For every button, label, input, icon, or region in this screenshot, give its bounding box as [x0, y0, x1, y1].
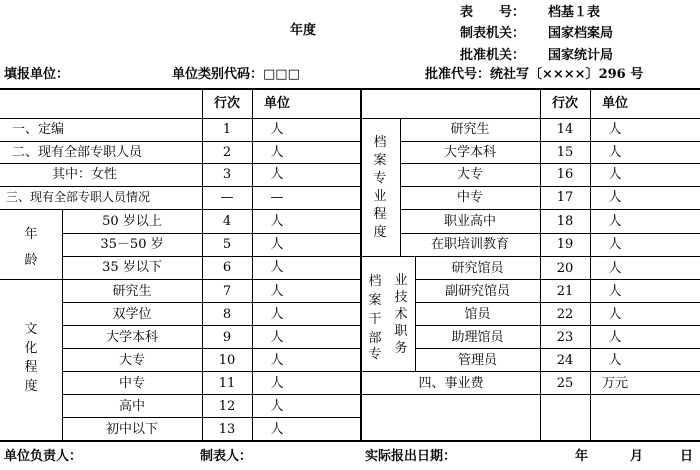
row-number: 16	[556, 167, 574, 182]
row-number: 20	[556, 261, 574, 276]
row-unit: 人	[270, 399, 284, 414]
row-number: 12	[218, 399, 236, 414]
reporting-unit-label: 填报单位：	[4, 67, 70, 82]
row-unit: 人	[270, 422, 284, 437]
expense-label: 四、事业费	[418, 376, 484, 391]
issuer-value: 国家档案局	[548, 26, 614, 41]
row-unit: 人	[270, 214, 284, 229]
issuer-label: 制表机关：	[460, 26, 526, 41]
row-number: 7	[222, 284, 232, 299]
col-header-unit: 单位	[601, 96, 628, 111]
row-line	[415, 348, 700, 349]
footer-date-label: 实际报出日期：	[365, 449, 457, 464]
row-unit: 人	[608, 307, 622, 322]
row-line	[360, 394, 700, 395]
row-label: 其中：女性	[52, 167, 118, 182]
row-line	[0, 118, 360, 119]
row-number: 5	[222, 237, 232, 252]
row-line	[62, 302, 360, 303]
row-label: 管理员	[457, 353, 497, 368]
row-unit: 人	[608, 261, 622, 276]
row-unit: 人	[270, 284, 284, 299]
row-number: 6	[222, 260, 232, 275]
row-line	[400, 186, 700, 187]
footer-month: 月	[630, 449, 644, 464]
row-unit: 人	[608, 330, 622, 345]
row-line	[360, 118, 700, 119]
row-label: 大专	[118, 353, 145, 368]
edu-group-label: 文化程度	[24, 322, 38, 394]
row-label: 在职培训教育	[430, 237, 509, 252]
title-group-label-a: 档案干部	[368, 274, 382, 346]
row-number: 10	[218, 353, 236, 368]
title-group-label-b: 专	[368, 347, 382, 362]
row-label: 大专	[456, 167, 483, 182]
row-line	[62, 394, 360, 395]
row-unit: —	[270, 190, 284, 205]
row-number: 13	[218, 422, 236, 437]
row-label: 初中以下	[105, 422, 158, 437]
row-label: 职业高中	[443, 214, 496, 229]
archive-edu-group-label: 档案专业程度	[373, 135, 387, 240]
expense-unit: 万元	[601, 376, 628, 391]
col-header-unit: 单位	[263, 96, 290, 111]
footer-head-label: 单位负责人：	[4, 449, 83, 464]
row-label: 中专	[456, 190, 483, 205]
row-line	[0, 141, 360, 142]
year-label: 年度	[290, 23, 317, 38]
row-line	[360, 256, 700, 257]
row-number: 24	[556, 353, 574, 368]
row-number: 11	[218, 376, 236, 391]
expense-number: 25	[556, 376, 574, 391]
row-number: 1	[222, 122, 232, 137]
row-label: 助理馆员	[451, 330, 504, 345]
row-label: 一、定编	[12, 122, 65, 137]
row-unit: 人	[608, 284, 622, 299]
row-line	[62, 233, 360, 234]
row-label: 35 岁以下	[102, 260, 162, 275]
row-line	[415, 325, 700, 326]
row-number: 19	[556, 237, 574, 252]
row-line	[0, 209, 360, 210]
row-label: 研究馆员	[451, 261, 504, 276]
row-number: 18	[556, 214, 574, 229]
row-line	[415, 302, 700, 303]
row-unit: 人	[270, 167, 284, 182]
row-number: 23	[556, 330, 574, 345]
row-line	[0, 163, 360, 164]
row-line	[400, 141, 700, 142]
row-number: 3	[222, 167, 232, 182]
age-group-label: 年龄	[24, 227, 38, 268]
table-top-border	[0, 88, 700, 90]
row-label: 馆员	[464, 307, 491, 322]
table-bottom-border	[0, 440, 700, 442]
row-unit: 人	[608, 190, 622, 205]
row-unit: 人	[270, 330, 284, 345]
row-line	[400, 163, 700, 164]
row-unit: 人	[270, 145, 284, 160]
unit-code-label: 单位类别代码：□□□	[172, 67, 300, 82]
col-header-row-no: 行次	[213, 96, 240, 111]
row-number: 4	[222, 214, 232, 229]
row-unit: 人	[608, 353, 622, 368]
row-unit: 人	[270, 122, 284, 137]
form-no-label: 表 号：	[460, 5, 526, 20]
row-line	[62, 325, 360, 326]
row-line	[0, 279, 360, 280]
row-unit: 人	[608, 122, 622, 137]
row-line	[62, 371, 360, 372]
row-number: 2	[222, 145, 232, 160]
row-line	[62, 256, 360, 257]
row-number: 17	[556, 190, 574, 205]
row-label: 高中	[118, 399, 145, 414]
footer-maker-label: 制表人：	[200, 449, 253, 464]
row-label: 中专	[118, 376, 145, 391]
row-label: 双学位	[112, 307, 152, 322]
col-line	[400, 118, 401, 256]
row-number: 14	[556, 122, 574, 137]
approval-no: 批准代号：统社写〔××××〕296 号	[425, 67, 644, 82]
row-unit: 人	[608, 167, 622, 182]
row-unit: 人	[270, 353, 284, 368]
approver-value: 国家统计局	[548, 48, 614, 63]
row-line	[62, 348, 360, 349]
col-header-row-no: 行次	[551, 96, 578, 111]
row-label: 大学本科	[105, 330, 158, 345]
row-unit: 人	[270, 260, 284, 275]
row-line	[62, 417, 360, 418]
footer-day: 日	[680, 449, 694, 464]
row-line	[400, 209, 700, 210]
row-label: 研究生	[450, 122, 490, 137]
row-number: —	[220, 190, 234, 205]
row-unit: 人	[608, 145, 622, 160]
row-unit: 人	[608, 214, 622, 229]
row-label: 研究生	[112, 284, 152, 299]
approver-label: 批准机关：	[460, 48, 526, 63]
row-line	[360, 371, 700, 372]
title-group-label-c: 业技术职务	[394, 273, 408, 356]
row-unit: 人	[608, 237, 622, 252]
row-number: 9	[222, 330, 232, 345]
form-no-value: 档基１表	[548, 5, 601, 20]
row-number: 15	[556, 145, 574, 160]
row-label: 35－50 岁	[100, 237, 164, 252]
row-number: 21	[556, 284, 574, 299]
footer-year: 年	[575, 449, 589, 464]
row-number: 8	[222, 307, 232, 322]
row-label: 二、现有全部专职人员	[12, 145, 143, 160]
row-label: 大学本科	[443, 145, 496, 160]
row-label: 副研究馆员	[444, 284, 510, 299]
row-unit: 人	[270, 376, 284, 391]
row-unit: 人	[270, 307, 284, 322]
row-unit: 人	[270, 237, 284, 252]
row-number: 22	[556, 307, 574, 322]
row-label: 50 岁以上	[102, 214, 162, 229]
row-line	[415, 279, 700, 280]
row-label: 三、现有全部专职人员情况	[6, 190, 151, 204]
row-line	[400, 233, 700, 234]
row-line	[0, 186, 360, 187]
